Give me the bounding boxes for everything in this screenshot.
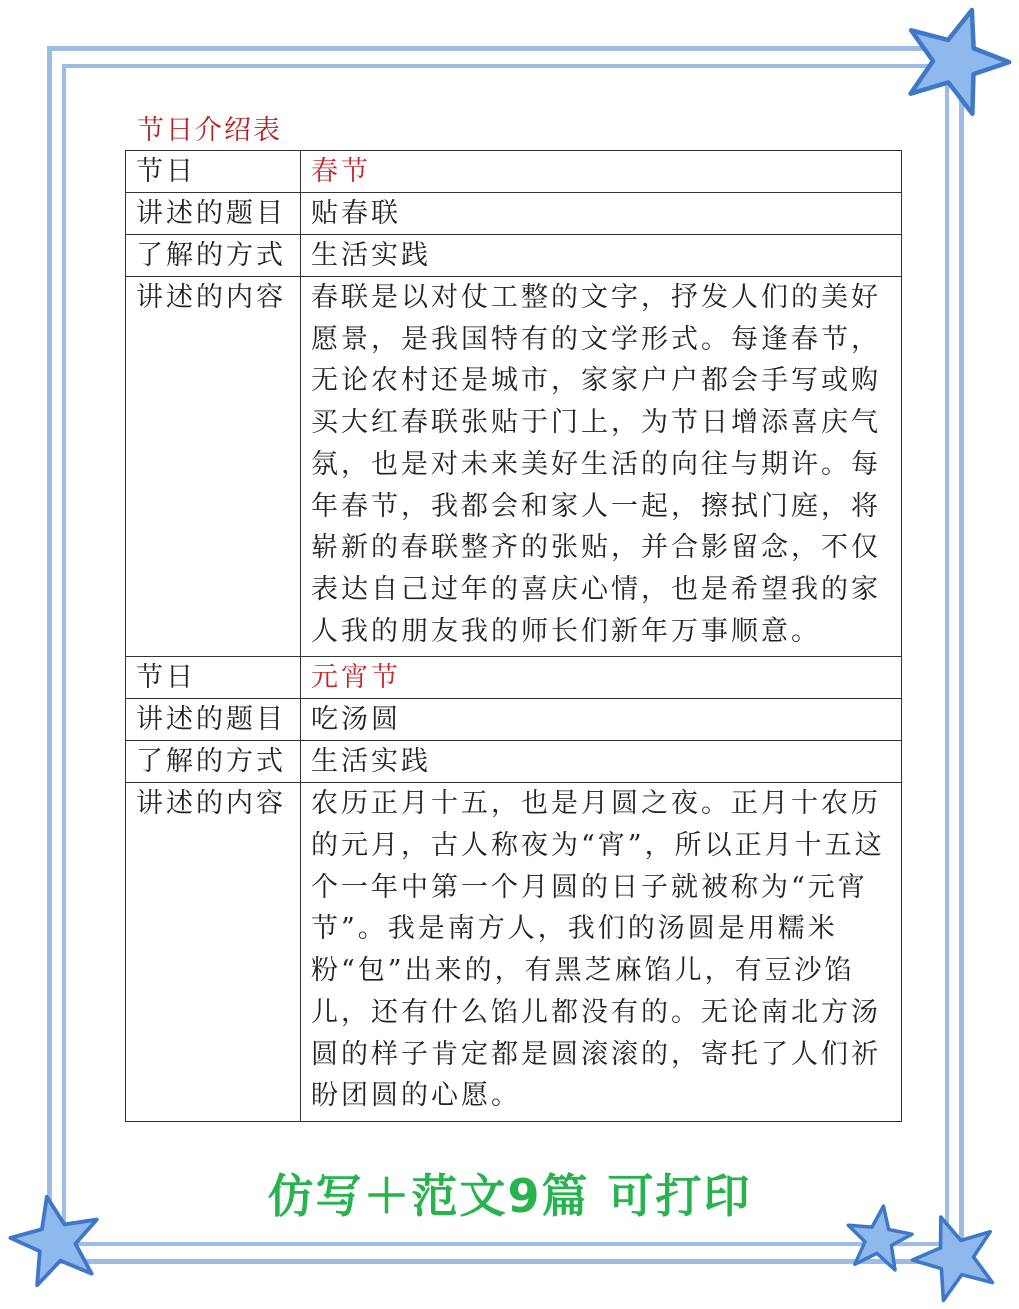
content-label: 讲述的内容 [126, 277, 301, 657]
table-row [126, 151, 902, 193]
table-row [126, 193, 902, 235]
content-label: 讲述的内容 [126, 783, 301, 1122]
topic-value: 吃汤圆 [301, 699, 902, 741]
table-row [126, 783, 902, 1122]
method-label: 了解的方式 [126, 741, 301, 783]
topic-value: 贴春联 [301, 193, 902, 235]
table-row [126, 235, 902, 277]
topic-label: 讲述的题目 [126, 699, 301, 741]
festival-label: 节日 [126, 657, 301, 699]
star-icon [900, 0, 1012, 118]
content-value: 农历正月十五，也是月圆之夜。正月十农历的元月，古人称夜为“宵”，所以正月十五这个一年中第一个月圆的日子就被称为“元宵节”。我是南方人，我们的汤圆是用糯米粉“包”出来的，有黑芝麻馅儿，有豆沙馅儿，还有什么馅儿都没有的。无论南北方汤圆的样子肯定都是圆滚滚的，寄托了人们祈盼团圆的心愿。 [301, 783, 902, 1122]
footer-banner: 仿写＋范文9篇 可打印 [267, 1169, 752, 1223]
content-value: 春联是以对仗工整的文字，抒发人们的美好愿景，是我国特有的文学形式。每逢春节，无论农村还是城市，家家户户都会手写或购买大红春联张贴于门上，为节日增添喜庆气氛，也是对未来美好生活的向往与期许。每年春节，我都会和家人一起，擦拭门庭，将崭新的春联整齐的张贴，并合影留念，不仅表达自己过年的喜庆心情，也是希望我的家人我的朋友我的师长们新年万事顺意。 [301, 277, 902, 657]
method-label: 了解的方式 [126, 235, 301, 277]
festival-table [125, 150, 902, 1122]
topic-label: 讲述的题目 [126, 193, 301, 235]
table-row [126, 277, 902, 657]
table-row [126, 657, 902, 699]
festival-name: 春节 [301, 151, 902, 193]
festival-label: 节日 [126, 151, 301, 193]
table-row [126, 741, 902, 783]
method-value: 生活实践 [301, 741, 902, 783]
festival-name: 元宵节 [301, 657, 902, 699]
document-title: 节日介绍表 [137, 115, 282, 146]
table-row [126, 699, 902, 741]
method-value: 生活实践 [301, 235, 902, 277]
